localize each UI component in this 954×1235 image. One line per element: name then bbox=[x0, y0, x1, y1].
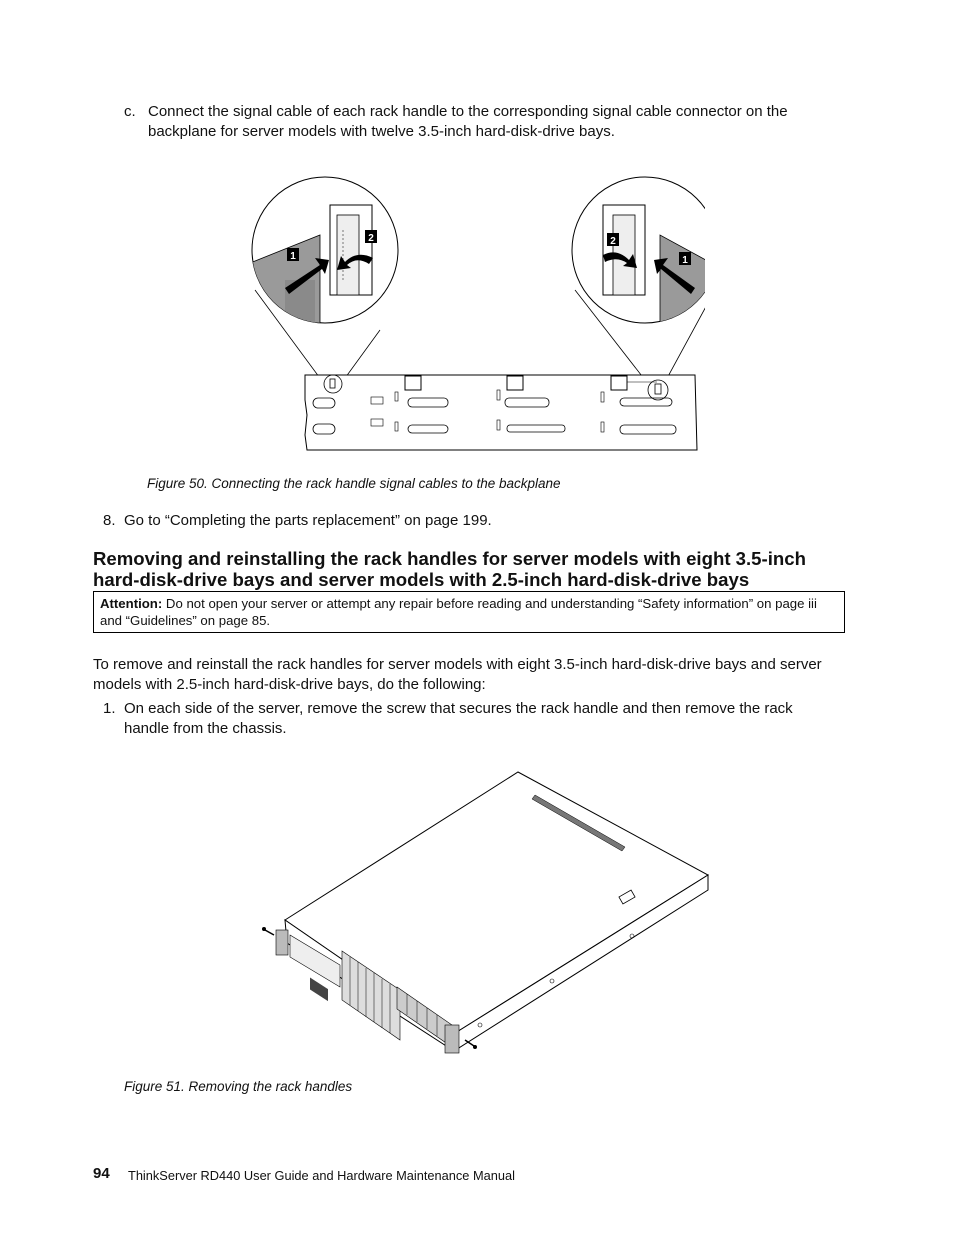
step-8-marker: 8. bbox=[103, 512, 116, 529]
manual-title: ThinkServer RD440 User Guide and Hardware Maintenance Manual bbox=[128, 1168, 515, 1183]
figure-50-caption: Figure 50. Connecting the rack handle signal cables to the backplane bbox=[147, 476, 561, 491]
step-8 bbox=[103, 511, 833, 531]
step-c-marker: c. bbox=[124, 103, 136, 120]
left-callout-2: 2 bbox=[368, 233, 374, 244]
intro-paragraph: To remove and reinstall the rack handles for server models with eight 3.5-inch hard-disk-drive bays and server models with 2.5-inch hard-disk-drive bays, do the following: bbox=[93, 656, 822, 693]
left-callout-1: 1 bbox=[290, 251, 296, 262]
step-1-text: On each side of the server, remove the screw that secures the rack handle and then remove the rack handle from the chassis. bbox=[124, 700, 793, 737]
section-title: Removing and reinstalling the rack handles for server models with eight 3.5-inch hard-disk-drive bays and server models with 2.5-inch hard-disk-drive bays bbox=[93, 548, 806, 590]
attention-box bbox=[93, 591, 845, 633]
figure-50-illustration bbox=[245, 170, 705, 460]
page-number: 94 bbox=[93, 1165, 110, 1182]
step-8-text: Go to “Completing the parts replacement” on page 199. bbox=[124, 512, 492, 529]
figure-51-caption: Figure 51. Removing the rack handles bbox=[124, 1079, 353, 1094]
right-callout-1: 1 bbox=[682, 255, 688, 266]
left-detail-circle bbox=[245, 177, 398, 345]
right-detail-circle bbox=[572, 177, 705, 345]
step-1 bbox=[103, 699, 833, 738]
attention-label: Attention: bbox=[100, 596, 163, 611]
backplane bbox=[305, 375, 697, 450]
step-c bbox=[124, 102, 834, 141]
right-callout-2: 2 bbox=[610, 236, 616, 247]
figure-51-illustration bbox=[260, 765, 720, 1060]
step-c-text: Connect the signal cable of each rack handle to the corresponding signal cable connector on the backplane for server models with twelve 3.5-inch hard-disk-drive bays. bbox=[148, 103, 788, 140]
step-1-marker: 1. bbox=[103, 700, 116, 717]
attention-text: Do not open your server or attempt any repair before reading and understanding “Safety information” on page iii and “Guidelines” on page 85. bbox=[100, 596, 817, 628]
